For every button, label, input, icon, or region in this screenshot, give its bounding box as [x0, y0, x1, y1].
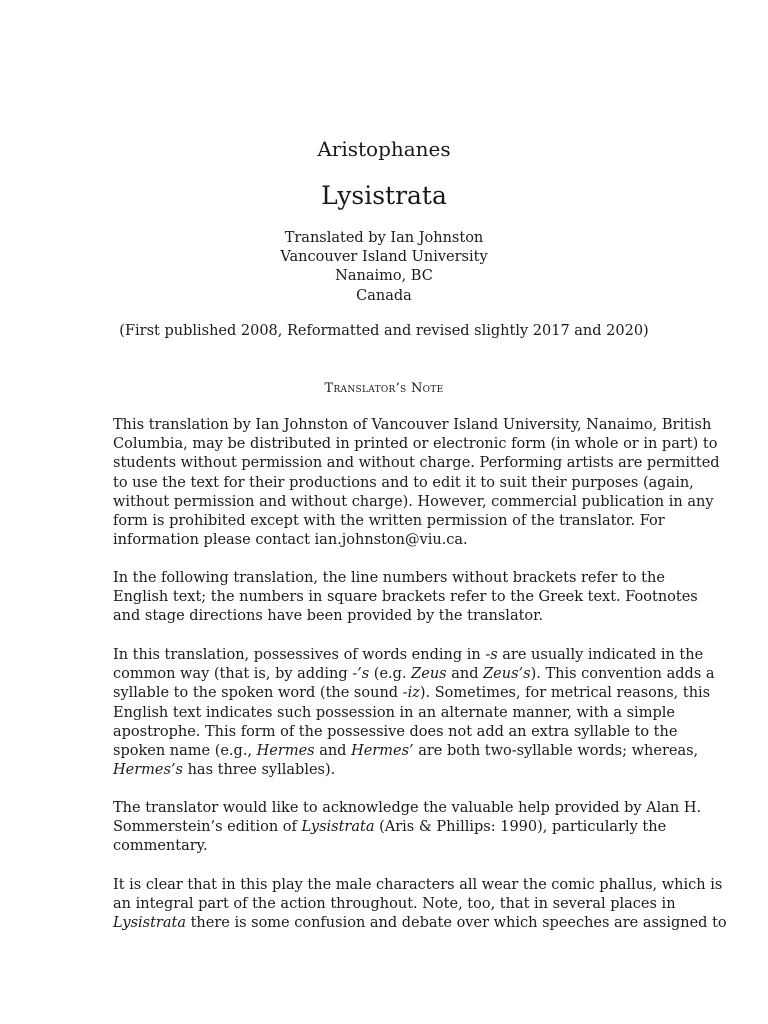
text-line: Hermes’s has three syllables).	[113, 762, 336, 779]
text-line: It is clear that in this play the male characters all wear the comic phallus, which is	[113, 877, 723, 893]
paragraph-possessives	[113, 646, 715, 780]
text-line: syllable to the spoken word (the sound -iz). Sometimes, for metrical reasons, this	[113, 685, 711, 702]
text-line: English text indicates such possession in an alternate manner, with a simple	[113, 704, 675, 721]
section-heading: Translator’s Note	[324, 381, 444, 396]
author-name: Aristophanes	[317, 137, 451, 161]
credit-line: Canada	[356, 287, 412, 304]
paragraph-line-numbers	[113, 569, 698, 627]
text-line: to use the text for their productions and to edit it to suit their purposes (again,	[113, 474, 694, 491]
text-line: The translator would like to acknowledge the valuable help provided by Alan H.	[113, 800, 702, 816]
text-line: an integral part of the action throughout. Note, too, that in several places in	[113, 896, 676, 913]
paragraph-phallus-note	[113, 876, 727, 934]
translator-credits	[0, 229, 768, 306]
text-line: In this translation, possessives of words ending in -s are usually indicated in the	[113, 647, 704, 663]
text-line: commentary.	[113, 838, 208, 855]
text-line: apostrophe. This form of the possessive does not add an extra syllable to the	[113, 723, 678, 740]
text-line: spoken name (e.g., Hermes and Hermes’ are both two-syllable words; whereas,	[113, 743, 699, 760]
text-line: without permission and without charge). However, commercial publication in any	[113, 493, 714, 510]
text-line: common way (that is, by adding -’s (e.g. Zeus and Zeus’s). This convention adds a	[113, 666, 715, 683]
paragraph-acknowledgement	[113, 799, 702, 857]
text-line: In the following translation, the line numbers without brackets refer to the	[113, 570, 665, 586]
text-line: Lysistrata there is some confusion and debate over which speeches are assigned to	[113, 915, 727, 932]
paragraph-distribution	[113, 416, 720, 550]
text-line: Sommerstein’s edition of Lysistrata (Aris & Phillips: 1990), particularly the	[113, 819, 667, 836]
credit-line: Nanaimo, BC	[335, 268, 433, 285]
credit-line: Vancouver Island University	[280, 249, 488, 266]
text-line: Columbia, may be distributed in printed or electronic form (in whole or in part) to	[113, 436, 718, 453]
publication-note: (First published 2008, Reformatted and revised slightly 2017 and 2020)	[119, 323, 649, 339]
play-title: Lysistrata	[321, 181, 447, 210]
text-line: This translation by Ian Johnston of Vancouver Island University, Nanaimo, British	[113, 417, 712, 433]
text-line: information please contact ian.johnston@viu.ca.	[113, 532, 468, 549]
text-line: form is prohibited except with the written permission of the translator. For	[113, 513, 665, 530]
text-line: and stage directions have been provided by the translator.	[113, 608, 544, 625]
credit-line: Translated by Ian Johnston	[284, 230, 484, 246]
text-line: students without permission and without charge. Performing artists are permitted	[113, 455, 720, 472]
text-line: English text; the numbers in square brackets refer to the Greek text. Footnotes	[113, 589, 698, 606]
